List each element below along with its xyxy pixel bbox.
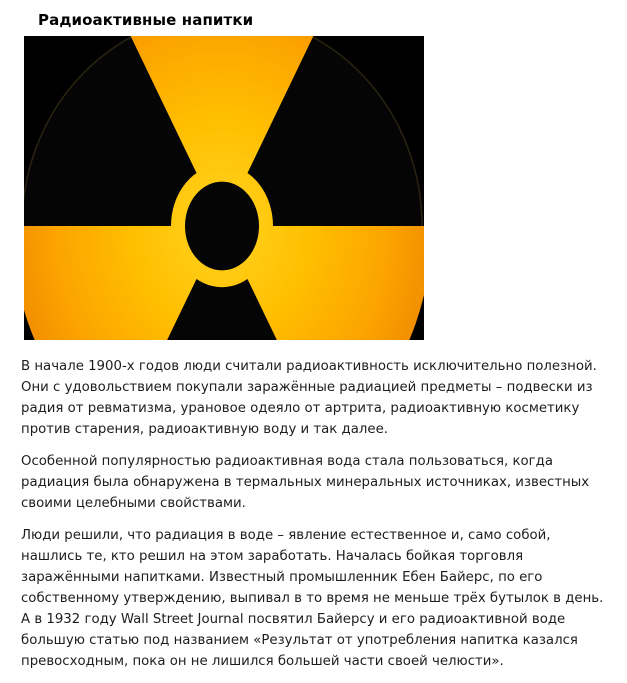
article-paragraph: Люди решили, что радиация в воде – явление естественное и, само собой, нашлись те, кто решил на этом заработать. Началась бойкая торговля заражёнными напитками. Известный промышленник Ебен Байерс, по его собственному утверждению, выпивал в то время не меньше трёх бутылок в день. А в 1932 году Wall Street Journal посвятил Байерсу и его радиоактивной воде большую статью под названием «Результат от употребления напитка казался превосходным, пока он не лишился большей части своей челюсти». xyxy=(21,528,604,669)
radiation-symbol-icon xyxy=(24,36,424,340)
article-body xyxy=(21,356,613,683)
article-paragraph: В начале 1900-х годов люди считали радиоактивность исключительно полезной. Они с удовольствием покупали заражённые радиацией предметы – подвески из радия от ревматизма, урановое одеяло от артрита, радиоактивную косметику против старения, радиоактивную воду и так далее. xyxy=(21,359,597,437)
article-title: Радиоактивные напитки xyxy=(38,11,254,29)
article-paragraph: Особенной популярностью радиоактивная вода стала пользоваться, когда радиация была обнаружена в термальных минеральных источниках, известных своими целебными свойствами. xyxy=(21,454,590,511)
article-image xyxy=(24,36,424,340)
